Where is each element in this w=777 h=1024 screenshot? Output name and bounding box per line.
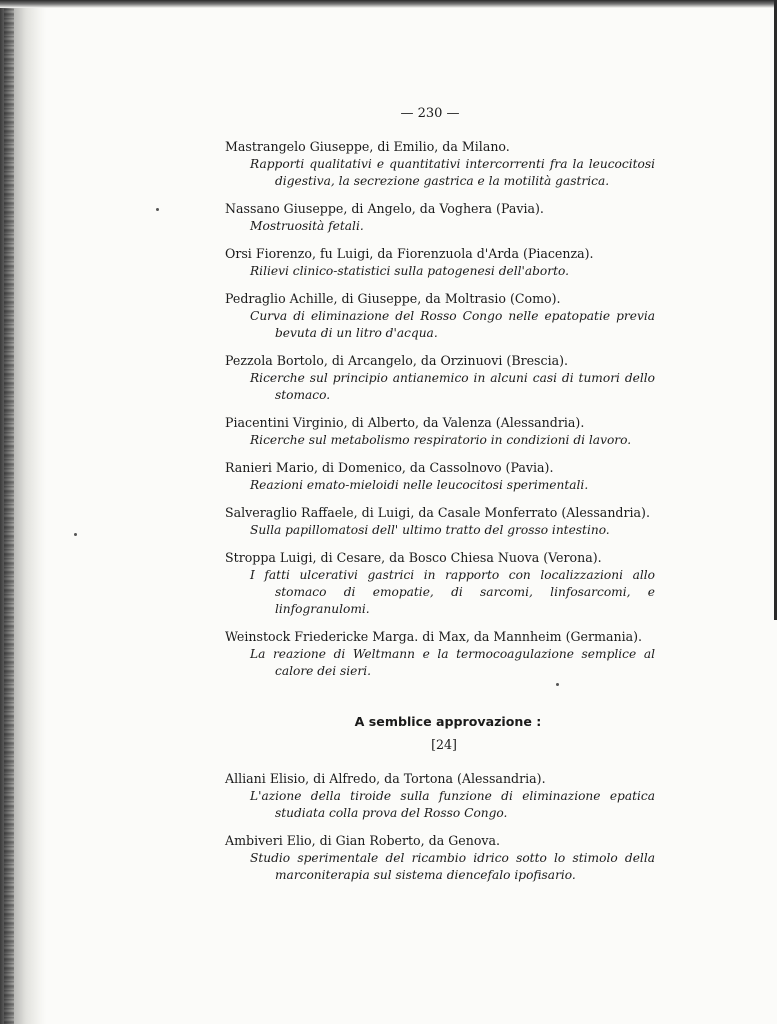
graduate-entry bbox=[225, 290, 655, 342]
thesis-title: Rapporti qualitativi e quantitativi intercorrenti fra la leucocitosi digestiva, la secrezione gastrica e la motilità gastrica. bbox=[250, 157, 655, 188]
graduate-entry bbox=[225, 200, 655, 235]
graduate-entry bbox=[225, 628, 655, 680]
graduate-name: Alliani Elisio, di Alfredo, da Tortona (Alessandria). bbox=[225, 771, 546, 786]
book-binding-shadow bbox=[0, 0, 46, 1024]
scan-top-edge bbox=[0, 0, 777, 8]
section-heading: A semblice approvazione : bbox=[354, 714, 542, 729]
graduate-entry bbox=[225, 245, 655, 280]
graduate-name: Ranieri Mario, di Domenico, da Cassolnovo (Pavia). bbox=[225, 460, 554, 475]
thesis-title: Mostruosità fetali. bbox=[250, 219, 364, 233]
section-count: [24] bbox=[431, 737, 457, 752]
graduate-name: Pezzola Bortolo, di Arcangelo, da Orzinuovi (Brescia). bbox=[225, 353, 569, 368]
thesis-title: I fatti ulcerativi gastrici in rapporto con localizzazioni allo stomaco di emopatie, di sarcomi, linfosarcomi, e linfogranulomi. bbox=[250, 568, 655, 616]
thesis-title: Rilievi clinico-statistici sulla patogenesi dell'aborto. bbox=[250, 264, 569, 278]
thesis-title: Reazioni emato-mieloidi nelle leucocitosi sperimentali. bbox=[250, 478, 589, 492]
thesis-title: Sulla papillomatosi dell' ultimo tratto del grosso intestino. bbox=[250, 523, 610, 537]
scan-speck bbox=[74, 533, 77, 536]
thesis-list-second bbox=[225, 770, 655, 884]
thesis-title: La reazione di Weltmann e la termocoagulazione semplice al calore dei sieri. bbox=[250, 647, 655, 678]
graduate-name: Nassano Giuseppe, di Angelo, da Voghera (Pavia). bbox=[225, 201, 544, 216]
graduate-name: Ambiveri Elio, di Gian Roberto, da Genova. bbox=[225, 833, 501, 848]
graduate-name: Salveraglio Raffaele, di Luigi, da Casale Monferrato (Alessandria). bbox=[225, 505, 650, 520]
scan-speck bbox=[556, 683, 559, 686]
graduate-name: Mastrangelo Giuseppe, di Emilio, da Milano. bbox=[225, 139, 510, 154]
graduate-entry bbox=[225, 138, 655, 190]
thesis-title: Ricerche sul principio antianemico in alcuni casi di tumori dello stomaco. bbox=[250, 371, 655, 402]
scan-speck bbox=[156, 208, 159, 211]
thesis-title: L'azione della tiroide sulla funzione di eliminazione epatica studiata colla prova del Rosso Congo. bbox=[250, 789, 655, 820]
graduate-entry bbox=[225, 832, 655, 884]
graduate-entry bbox=[225, 352, 655, 404]
thesis-title: Ricerche sul metabolismo respiratorio in condizioni di lavoro. bbox=[250, 433, 632, 447]
graduate-entry bbox=[225, 459, 655, 494]
page-content bbox=[225, 138, 655, 894]
graduate-name: Pedraglio Achille, di Giuseppe, da Moltrasio (Como). bbox=[225, 291, 561, 306]
graduate-entry bbox=[225, 504, 655, 539]
graduate-name: Piacentini Virginio, di Alberto, da Valenza (Alessandria). bbox=[225, 415, 585, 430]
thesis-title: Curva di eliminazione del Rosso Congo nelle epatopatie previa bevuta di un litro d'acqua. bbox=[250, 309, 655, 340]
graduate-entry bbox=[225, 549, 655, 618]
graduate-entry bbox=[225, 770, 655, 822]
graduate-name: Weinstock Friedericke Marga. di Max, da Mannheim (Germania). bbox=[225, 629, 643, 644]
thesis-list-first bbox=[225, 138, 655, 680]
graduate-name: Orsi Fiorenzo, fu Luigi, da Fiorenzuola d'Arda (Piacenza). bbox=[225, 246, 594, 261]
page-number: — 230 — bbox=[400, 106, 460, 121]
graduate-entry bbox=[225, 414, 655, 449]
thesis-title: Studio sperimentale del ricambio idrico sotto lo stimolo della marconiterapia sul sistema diencefalo ipofisario. bbox=[250, 851, 655, 882]
graduate-name: Stroppa Luigi, di Cesare, da Bosco Chiesa Nuova (Verona). bbox=[225, 550, 602, 565]
